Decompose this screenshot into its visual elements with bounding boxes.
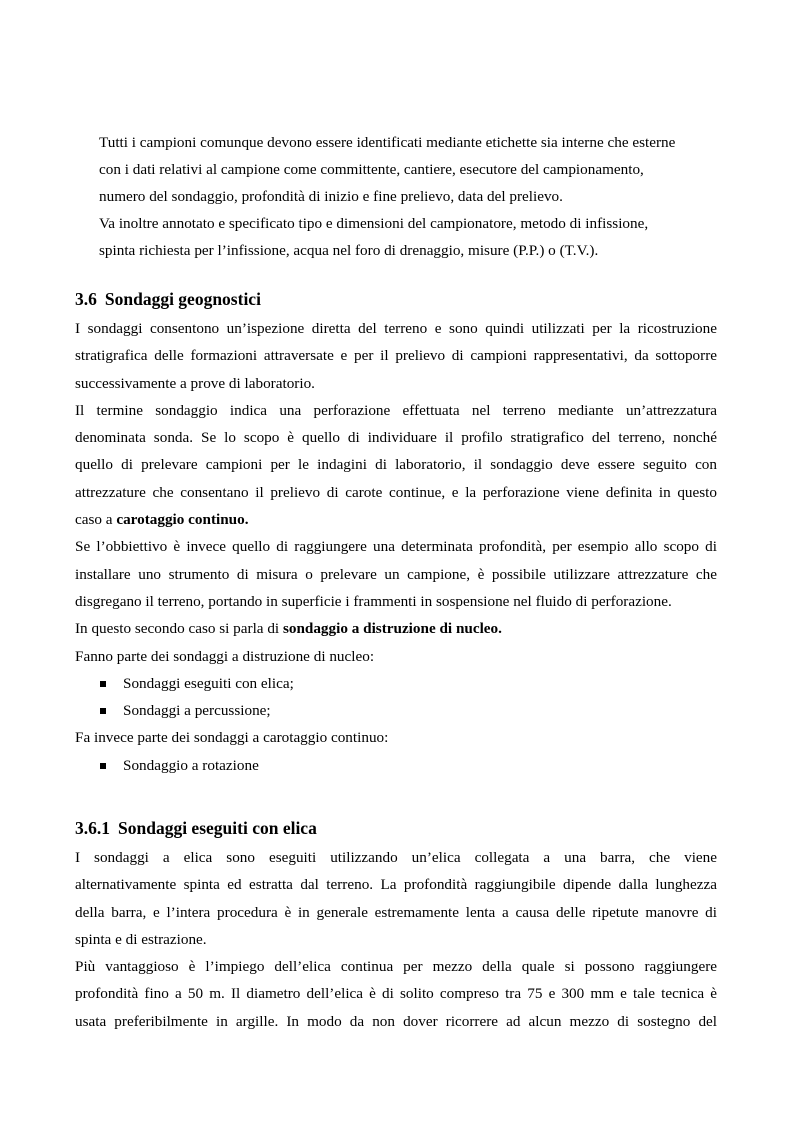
- text-line: Più vantaggioso è l’impiego dell’elica continua per mezzo della quale si possono raggiungere: [75, 958, 717, 976]
- list-item: [75, 670, 717, 697]
- paragraph: [75, 533, 717, 615]
- intro-line: Tutti i campioni comunque devono essere identificati mediante etichette sia interne che esterne: [99, 134, 676, 151]
- text-line: spinta e di estrazione.: [75, 930, 207, 948]
- text-line: I sondaggi consentono un’ispezione diretta del terreno e sono quindi utilizzati per la ricostruzione: [75, 320, 717, 337]
- paragraph: [75, 315, 717, 397]
- list-item: [75, 752, 717, 779]
- text-run: caso a: [75, 511, 117, 529]
- bullet-list: [75, 670, 717, 725]
- section-3-6-body: [75, 315, 717, 779]
- list-item: [75, 697, 717, 724]
- text-line: alternativamente spinta ed estratta dal terreno. La profondità raggiungibile dipende dalla lunghezza: [75, 876, 717, 894]
- text-line: denominata sonda. Se lo scopo è quello di individuare il profilo stratigrafico del terreno, nonché: [75, 429, 717, 447]
- text-line: disgregano il terreno, portando in superficie i frammenti in sospensione nel fluido di perforazione.: [75, 592, 672, 610]
- section-number: 3.6.1: [75, 818, 110, 838]
- paragraph: [75, 844, 717, 953]
- bold-term: sondaggio a distruzione di nucleo.: [282, 620, 502, 638]
- section-heading-3-6: [75, 286, 261, 312]
- intro-paragraph: [99, 129, 739, 264]
- text-line: successivamente a prove di laboratorio.: [75, 374, 315, 392]
- square-bullet-icon: [100, 763, 106, 769]
- list-item-text: Sondaggio a rotazione: [123, 756, 259, 774]
- section-heading-3-6-1: [75, 815, 317, 841]
- text-line: installare uno strumento di misura o prelevare un campione, è possibile utilizzare attrezzature che: [75, 565, 717, 583]
- text-line: Il termine sondaggio indica una perforazione effettuata nel terreno mediante un’attrezzatura: [75, 401, 717, 419]
- text-line: quello di prelevare campioni per le indagini di laboratorio, il sondaggio deve essere seguito con: [75, 456, 717, 474]
- bold-term: carotaggio continuo.: [116, 511, 249, 529]
- text-line: usata preferibilmente in argille. In modo da non dover ricorrere ad alcun mezzo di sostegno del: [75, 1012, 717, 1030]
- text-line: profondità fino a 50 m. Il diametro dell’elica è di solito compreso tra 75 e 300 mm e tale tecnica è: [75, 985, 717, 1003]
- text-line: Se l’obbiettivo è invece quello di raggiungere una determinata profondità, per esempio allo scopo di: [75, 538, 717, 556]
- text-line: stratigrafica delle formazioni attraversate e per il prelievo di campioni rappresentativi, da sottoporre: [75, 347, 717, 365]
- section-number: 3.6: [75, 289, 97, 309]
- section-3-6-1-body: [75, 844, 717, 1035]
- text-line: [75, 506, 717, 533]
- square-bullet-icon: [100, 708, 106, 714]
- text-run: In questo secondo caso si parla di: [75, 620, 283, 638]
- paragraph: Fanno parte dei sondaggi a distruzione di nucleo:: [75, 647, 375, 665]
- intro-line: numero del sondaggio, profondità di inizio e fine prelievo, data del prelievo.: [99, 188, 563, 205]
- section-title: Sondaggi eseguiti con elica: [118, 818, 317, 838]
- square-bullet-icon: [100, 681, 106, 687]
- paragraph: [75, 397, 717, 533]
- list-item-text: Sondaggi a percussione;: [123, 702, 271, 720]
- paragraph: [75, 615, 717, 642]
- paragraph: [75, 953, 717, 1035]
- list-item-text: Sondaggi eseguiti con elica;: [123, 674, 294, 692]
- text-line: della barra, e l’intera procedura è in generale estremamente lenta a causa delle ripetute manovre di: [75, 903, 717, 921]
- text-line: attrezzature che consentano il prelievo di carote continue, e la perforazione viene definita in questo: [75, 483, 717, 501]
- bullet-list: [75, 752, 717, 779]
- paragraph: Fa invece parte dei sondaggi a carotaggio continuo:: [75, 729, 389, 747]
- intro-line: con i dati relativi al campione come committente, cantiere, esecutore del campionamento,: [99, 161, 644, 178]
- section-title: Sondaggi geognostici: [104, 289, 261, 309]
- intro-line: spinta richiesta per l’infissione, acqua nel foro di drenaggio, misure (P.P.) o (T.V.).: [99, 242, 599, 259]
- intro-line: Va inoltre annotato e specificato tipo e dimensioni del campionatore, metodo di infissione,: [99, 215, 649, 232]
- text-line: I sondaggi a elica sono eseguiti utilizzando un’elica collegata a una barra, che viene: [75, 849, 717, 866]
